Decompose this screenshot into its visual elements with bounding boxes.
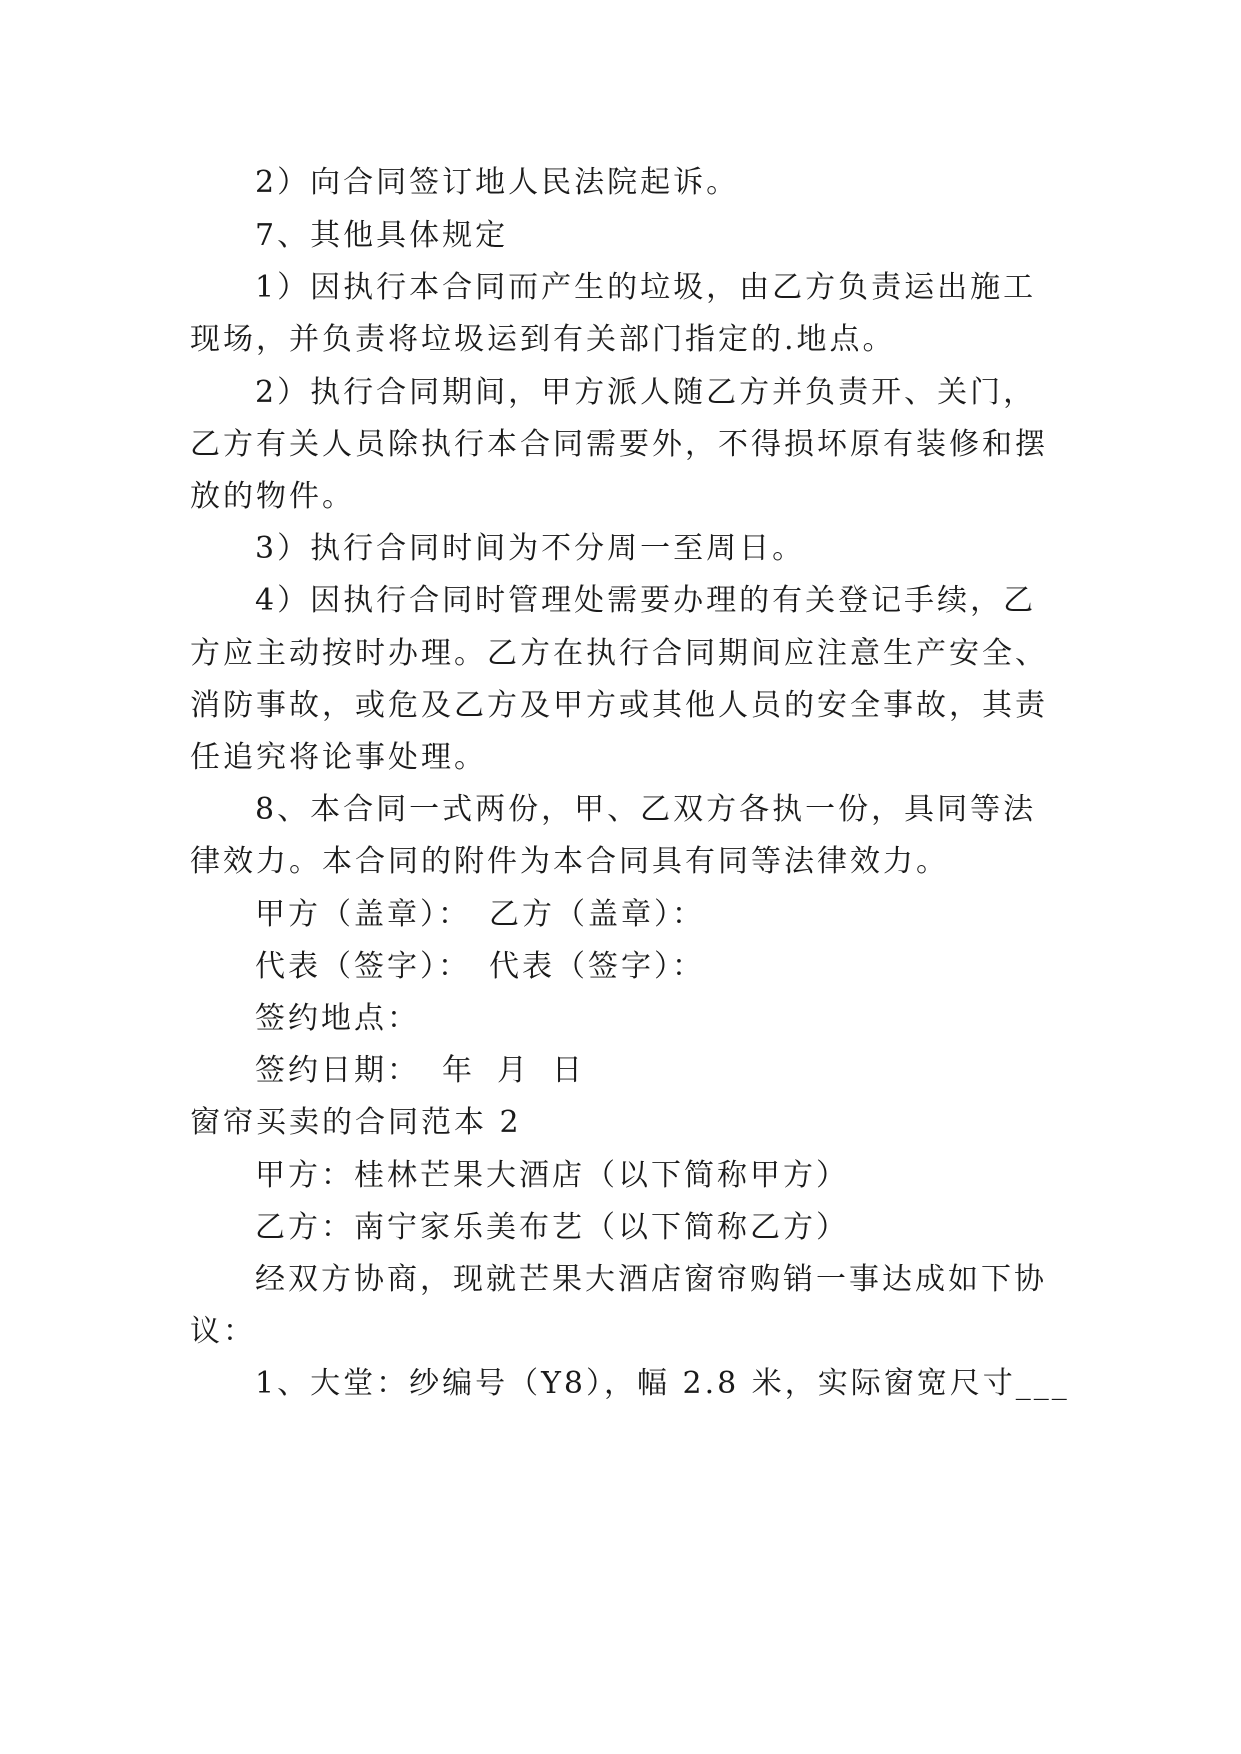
paragraph-line: 3）执行合同时间为不分周一至周日。 bbox=[255, 531, 806, 566]
paragraph-line: 经双方协商，现就芒果大酒店窗帘购销一事达成如下协 bbox=[255, 1262, 1047, 1297]
paragraph-line: 放的物件。 bbox=[190, 479, 355, 514]
paragraph-line: 1）因执行本合同而产生的垃圾，由乙方负责运出施工 bbox=[255, 270, 1037, 305]
day-label: 日 bbox=[552, 1053, 585, 1088]
paragraph-line: 8、本合同一式两份，甲、乙双方各执一份，具同等法 bbox=[255, 792, 1037, 827]
paragraph-line: 任追究将论事处理。 bbox=[190, 740, 487, 775]
paragraph-line: 4）因执行合同时管理处需要办理的有关登记手续，乙 bbox=[255, 583, 1037, 618]
paragraph-line: 议： bbox=[190, 1314, 256, 1349]
signature-seal-row bbox=[255, 895, 705, 935]
party-a-seal-label: 甲方（盖章）： bbox=[255, 897, 471, 932]
party-b-seal-label: 乙方（盖章）： bbox=[489, 897, 705, 932]
paragraph-line: 2）执行合同期间，甲方派人随乙方并负责开、关门， bbox=[255, 375, 1037, 410]
paragraph-line: 1、大堂：纱编号（Y8），幅 2.8 米，实际窗宽尺寸___ bbox=[255, 1366, 1070, 1401]
signing-date-row bbox=[255, 1051, 585, 1091]
year-label: 年 bbox=[442, 1053, 475, 1088]
section-heading: 7、其他具体规定 bbox=[255, 218, 509, 253]
paragraph-line: 2）向合同签订地人民法院起诉。 bbox=[255, 165, 740, 200]
party-a-line: 甲方：桂林芒果大酒店（以下简称甲方） bbox=[255, 1158, 849, 1193]
document-title: 窗帘买卖的合同范本 2 bbox=[190, 1105, 522, 1140]
month-label: 月 bbox=[497, 1053, 530, 1088]
party-b-line: 乙方：南宁家乐美布艺（以下简称乙方） bbox=[255, 1210, 849, 1245]
paragraph-line: 律效力。本合同的附件为本合同具有同等法律效力。 bbox=[190, 844, 949, 879]
paragraph-line: 消防事故，或危及乙方及甲方或其他人员的安全事故，其责 bbox=[190, 688, 1048, 723]
party-b-representative-label: 代表（签字）： bbox=[489, 949, 705, 984]
party-a-representative-label: 代表（签字）： bbox=[255, 949, 471, 984]
signing-date-label: 签约日期： bbox=[255, 1053, 420, 1088]
paragraph-line: 现场，并负责将垃圾运到有关部门指定的.地点。 bbox=[190, 322, 896, 357]
signing-place-label: 签约地点： bbox=[255, 1001, 420, 1036]
signature-representative-row bbox=[255, 947, 705, 987]
paragraph-line: 乙方有关人员除执行本合同需要外，不得损坏原有装修和摆 bbox=[190, 427, 1048, 462]
paragraph-line: 方应主动按时办理。乙方在执行合同期间应注意生产安全、 bbox=[190, 636, 1048, 671]
